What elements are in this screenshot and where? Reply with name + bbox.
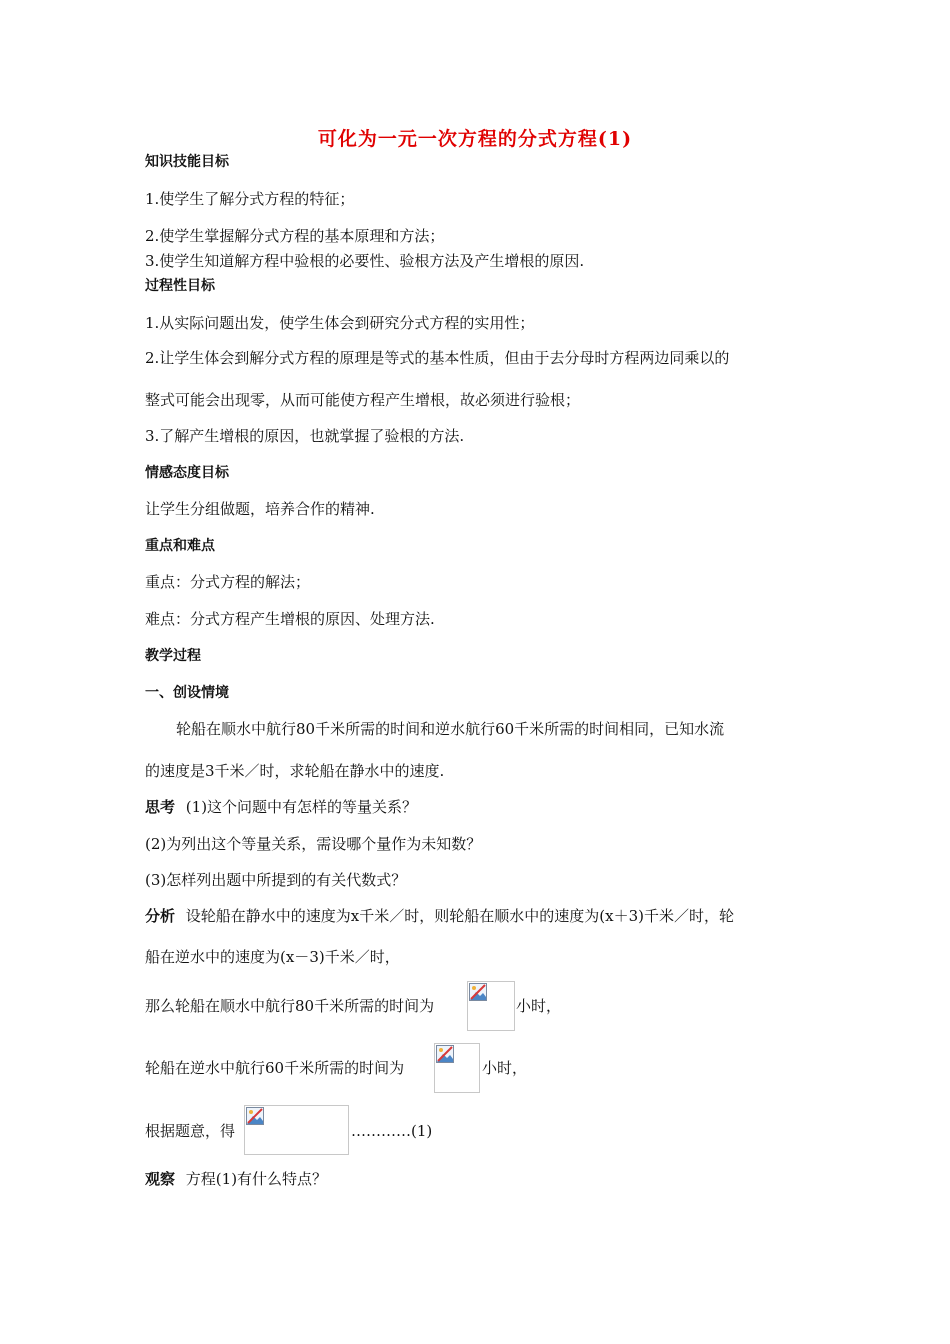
time-upstream-prefix: 轮船在逆水中航行60千米所需的时间为 [145, 1059, 405, 1077]
observe-block [145, 1168, 327, 1190]
fraction-image-downstream [467, 981, 515, 1031]
time-downstream-prefix: 那么轮船在顺水中航行80千米所需的时间为 [145, 997, 435, 1015]
think-question-3: (3)怎样列出题中所提到的有关代数式？ [145, 871, 407, 889]
broken-image-icon [246, 1107, 264, 1125]
process-heading: 过程性目标 [145, 278, 215, 294]
think-question-1: (1)这个问题中有怎样的等量关系？ [185, 798, 418, 816]
problem-line-1: 轮船在顺水中航行80千米所需的时间和逆水航行60千米所需的时间相同，已知水流 [176, 720, 725, 738]
time-upstream-suffix: 小时， [482, 1059, 528, 1077]
process-item-3: 3.了解产生增根的原因，也就掌握了验根的方法. [145, 427, 465, 445]
think-question-2: (2)为列出这个等量关系，需设哪个量作为未知数？ [145, 835, 482, 853]
time-downstream-suffix: 小时， [516, 997, 562, 1015]
equation-suffix: …………(1) [351, 1122, 433, 1140]
knowledge-heading: 知识技能目标 [145, 154, 229, 170]
document-title: 可化为一元一次方程的分式方程(1) [317, 128, 633, 150]
think-label: 思考 [145, 798, 176, 816]
process-item-2-cont: 整式可能会出现零，从而可能使方程产生增根，故必须进行验根； [145, 391, 581, 409]
analysis-line-2: 船在逆水中的速度为(x－3)千米／时， [145, 948, 400, 966]
emotion-text: 让学生分组做题，培养合作的精神. [145, 500, 375, 518]
broken-image-icon [436, 1045, 454, 1063]
knowledge-item-2: 2.使学生掌握解分式方程的基本原理和方法； [145, 227, 445, 245]
observe-label: 观察 [145, 1170, 176, 1188]
observe-text: 方程(1)有什么特点？ [185, 1170, 328, 1188]
analysis-label: 分析 [145, 907, 176, 925]
broken-image-icon [469, 983, 487, 1001]
fraction-image-upstream [434, 1043, 480, 1093]
process-item-2: 2.让学生体会到解分式方程的原理是等式的基本性质，但由于去分母时方程两边同乘以的 [145, 349, 730, 367]
knowledge-item-1: 1.使学生了解分式方程的特征； [145, 190, 355, 208]
keypoints-heading: 重点和难点 [145, 538, 215, 554]
equation-image [244, 1105, 349, 1155]
think-block [145, 796, 417, 818]
analysis-block [145, 905, 734, 927]
process-item-1: 1.从实际问题出发，使学生体会到研究分式方程的实用性； [145, 314, 535, 332]
analysis-line-1: 设轮船在静水中的速度为x千米／时，则轮船在顺水中的速度为(x＋3)千米／时，轮 [185, 907, 734, 925]
equation-prefix: 根据题意，得 [145, 1122, 236, 1140]
emotion-heading: 情感态度目标 [145, 465, 229, 481]
difficult-point: 难点：分式方程产生增根的原因、处理方法. [145, 610, 435, 628]
problem-line-2: 的速度是3千米／时，求轮船在静水中的速度. [145, 762, 445, 780]
teaching-heading: 教学过程 [145, 648, 201, 664]
knowledge-item-3: 3.使学生知道解方程中验根的必要性、验根方法及产生增根的原因. [145, 252, 585, 270]
section-heading: 一、创设情境 [145, 685, 229, 701]
key-point: 重点：分式方程的解法； [145, 573, 311, 591]
